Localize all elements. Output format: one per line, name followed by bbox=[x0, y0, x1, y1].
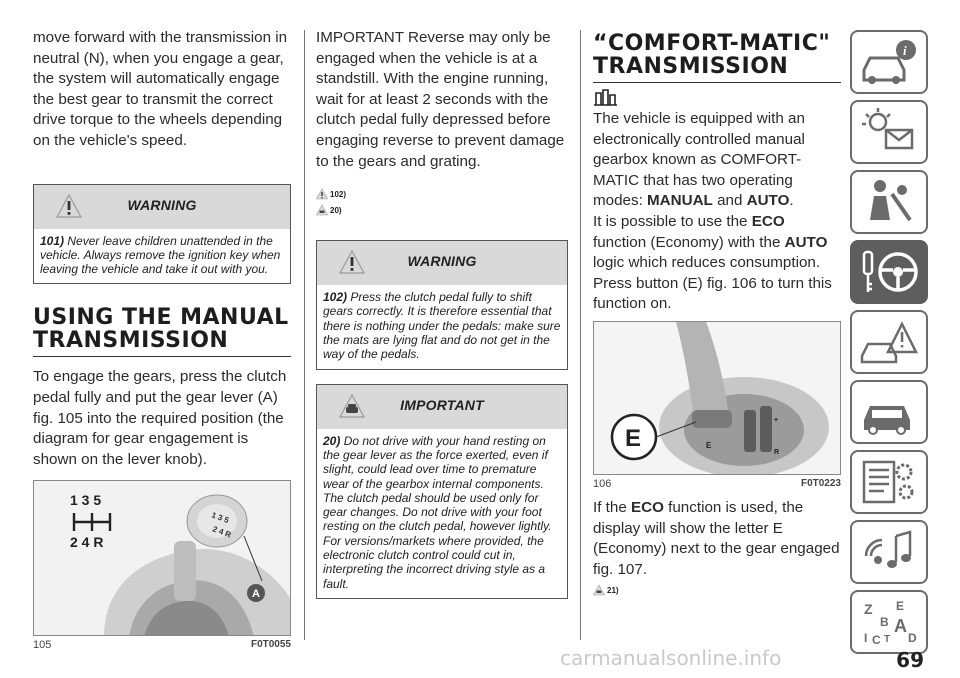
svg-text:R: R bbox=[774, 448, 780, 456]
figure-number: 105 bbox=[33, 639, 52, 652]
column-divider bbox=[304, 30, 305, 640]
warning-box bbox=[316, 240, 568, 369]
svg-text:I: I bbox=[864, 631, 868, 645]
warning-header bbox=[317, 241, 567, 285]
tab-multimedia[interactable] bbox=[850, 520, 928, 584]
reference-warning bbox=[316, 186, 568, 202]
important-body: Do not drive with your hand resting on the gear lever as the force exerted, even if slight, could lead over time to premature wear of the gearbox internal components. The clutch pedal should be used only for gear changes. Do not drive with your foot resting on the clutch pedal, however lightly. For versions/markets where provided, the electronic clutch control could cut in, interpreting the incorrect driving style as a fault. bbox=[323, 433, 552, 591]
important-number: 20) bbox=[323, 433, 341, 448]
figure-label-e: E bbox=[625, 424, 642, 452]
watermark: carmanualsonline.info bbox=[560, 646, 782, 670]
important-title: IMPORTANT bbox=[400, 396, 484, 413]
tab-car-info[interactable] bbox=[850, 30, 928, 94]
warning-number: 101) bbox=[40, 233, 65, 248]
mode-auto: AUTO bbox=[784, 233, 828, 251]
text-run: logic which reduces consumption. bbox=[593, 254, 821, 272]
svg-text:1 3 5: 1 3 5 bbox=[210, 510, 231, 526]
tab-technical-data[interactable] bbox=[850, 450, 928, 514]
reference-important bbox=[593, 582, 841, 598]
index-icon bbox=[858, 596, 920, 648]
mode-manual: MANUAL bbox=[647, 192, 713, 210]
text-run: function (Economy) with the bbox=[593, 233, 785, 251]
reference-number: 21) bbox=[607, 585, 619, 595]
svg-text:i: i bbox=[903, 43, 907, 58]
body-paragraph: To engage the gears, press the clutch pedal fully and put the gear lever (A) fig. 105 into the required position (the diagram for gear engagement is shown on the lever knob). bbox=[33, 368, 287, 468]
body-paragraph bbox=[593, 212, 841, 274]
emergency-icon bbox=[858, 316, 920, 368]
figure-caption bbox=[593, 478, 841, 490]
warning-number: 102) bbox=[323, 290, 348, 305]
figure-caption bbox=[33, 639, 291, 651]
figure-label-a: A bbox=[252, 588, 260, 601]
svg-text:E: E bbox=[706, 440, 712, 450]
svg-text:E: E bbox=[896, 599, 905, 613]
svg-text:T: T bbox=[884, 634, 891, 645]
svg-text:C: C bbox=[872, 633, 881, 647]
page-number: 69 bbox=[896, 648, 924, 672]
warning-body: Never leave children unattended in the vehicle. Always remove the ignition key when leaving the vehicle and take it out with you. bbox=[40, 233, 281, 277]
warning-text bbox=[317, 285, 567, 368]
figure-code: F0T0055 bbox=[250, 639, 291, 651]
technical-data-icon bbox=[858, 456, 920, 508]
figure-eco-button bbox=[593, 321, 841, 475]
text-run: and bbox=[712, 192, 747, 210]
warning-header bbox=[34, 185, 290, 229]
section-heading: “COMFORT-MATIC" TRANSMISSION bbox=[593, 32, 841, 83]
column-middle bbox=[316, 28, 568, 599]
svg-text:B: B bbox=[880, 615, 889, 629]
multimedia-icon bbox=[858, 526, 920, 578]
car-info-icon bbox=[858, 36, 920, 88]
warning-triangle-icon bbox=[56, 193, 82, 219]
figure-code: F0T0223 bbox=[800, 477, 841, 489]
gear-selector-illustration bbox=[594, 322, 841, 475]
tab-starting-driving[interactable] bbox=[850, 240, 928, 304]
important-paragraph: IMPORTANT Reverse may only be engaged when the vehicle is at a standstill. With the engine running, wait for at least 2 seconds with the clutch pedal fully depressed before engaging reverse to prevent damage to the gears and grating. bbox=[316, 29, 565, 170]
section-heading: USING THE MANUAL TRANSMISSION bbox=[33, 306, 291, 357]
svg-text:+: + bbox=[774, 416, 779, 424]
warning-title: WARNING bbox=[127, 196, 197, 213]
warning-title: WARNING bbox=[407, 253, 477, 270]
body-paragraph bbox=[593, 109, 841, 212]
car-maintenance-icon bbox=[858, 386, 920, 438]
warning-text bbox=[34, 229, 290, 284]
warning-box bbox=[33, 184, 291, 285]
svg-text:A: A bbox=[894, 616, 907, 636]
svg-text:D: D bbox=[908, 631, 917, 645]
column-left bbox=[33, 28, 291, 651]
svg-text:2 4 R: 2 4 R bbox=[211, 524, 233, 540]
reference-number: 20) bbox=[330, 205, 342, 215]
reference-list bbox=[593, 582, 841, 598]
important-header bbox=[317, 385, 567, 429]
text-run: . bbox=[789, 192, 794, 210]
text-run: The vehicle is equipped with an electronically controlled manual gearbox known as COMFORT-MATIC that has two operating modes: bbox=[593, 110, 805, 210]
column-right bbox=[593, 28, 841, 598]
intro-paragraph: move forward with the transmission in neutral (N), when you engage a gear, the system will automatically engage the best gear to transmit the correct drive torque to the wheels depending on the vehicle's speed. bbox=[33, 29, 288, 149]
gear-pattern-top: 1 3 5 bbox=[70, 492, 102, 509]
svg-text:Z: Z bbox=[864, 601, 873, 617]
figure-gear-lever bbox=[33, 480, 291, 636]
text-run: It is possible to use the bbox=[593, 212, 752, 230]
car-triangle-icon bbox=[593, 584, 605, 596]
eco-label: ECO bbox=[751, 212, 785, 230]
important-text bbox=[317, 429, 567, 598]
tab-safety[interactable] bbox=[850, 170, 928, 234]
eco-label: ECO bbox=[631, 498, 664, 516]
chapter-sidebar bbox=[850, 30, 928, 660]
reference-important bbox=[316, 202, 568, 218]
comfort-matic-icon bbox=[593, 87, 841, 107]
reference-list bbox=[316, 186, 568, 218]
warning-triangle-icon bbox=[339, 249, 365, 275]
safety-icon bbox=[858, 176, 920, 228]
column-divider bbox=[580, 30, 581, 640]
mode-auto: AUTO bbox=[746, 192, 790, 210]
tab-warning-lights[interactable] bbox=[850, 100, 928, 164]
warning-triangle-icon bbox=[316, 188, 328, 200]
text-run: function is used, the display will show the letter E (Economy) next to the gear engaged fig. 107. bbox=[593, 498, 840, 578]
car-triangle-icon bbox=[316, 204, 328, 216]
body-paragraph bbox=[593, 498, 841, 580]
reference-number: 102) bbox=[330, 189, 347, 199]
tab-emergency[interactable] bbox=[850, 310, 928, 374]
warning-body: Press the clutch pedal fully to shift gears correctly. It is therefore essential that there is nothing under the pedals: make sure the mats are lying flat and do not get in the way of the pedals. bbox=[323, 290, 561, 362]
body-paragraph: Press button (E) fig. 106 to turn this function on. bbox=[593, 274, 832, 313]
tab-index[interactable] bbox=[850, 590, 928, 654]
key-steering-wheel-icon bbox=[858, 246, 920, 298]
warning-lights-icon bbox=[858, 106, 920, 158]
figure-number: 106 bbox=[593, 477, 612, 490]
car-triangle-icon bbox=[339, 393, 365, 419]
gear-pattern-bottom: 2 4 R bbox=[70, 534, 104, 551]
important-box bbox=[316, 384, 568, 599]
tab-maintenance[interactable] bbox=[850, 380, 928, 444]
text-run: If the bbox=[593, 498, 631, 516]
gear-lever-illustration bbox=[34, 481, 291, 636]
